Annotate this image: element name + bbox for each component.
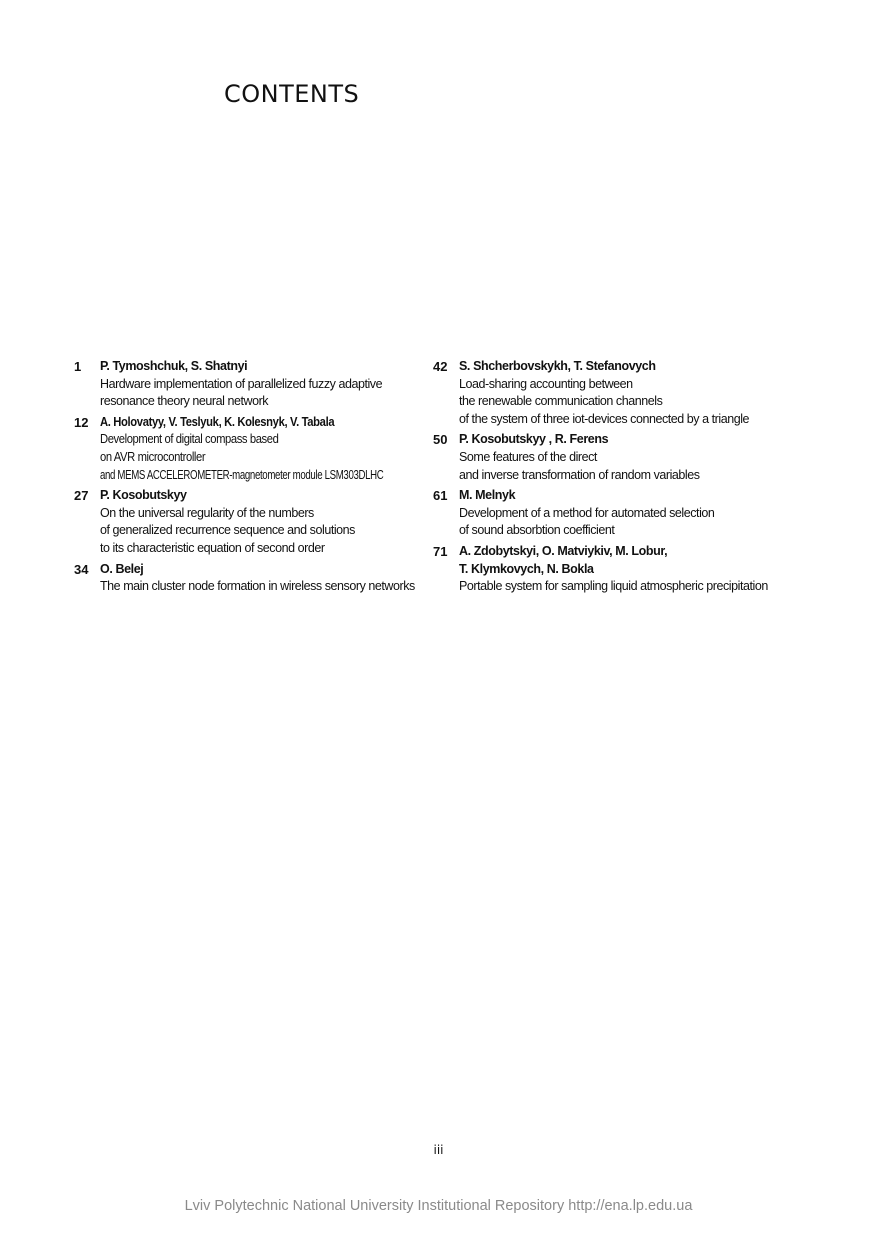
toc-title-line <box>100 467 430 485</box>
toc-page-number: 12 <box>74 414 89 430</box>
toc-entry-body <box>459 358 783 428</box>
toc-entry[interactable] <box>433 431 783 484</box>
toc-column-left <box>74 358 424 599</box>
toc-entry-body <box>459 487 783 540</box>
repository-footer: Lviv Polytechnic National University Institutional Repository http://ena.lp.edu.ua <box>184 1198 693 1214</box>
toc-authors: P. Kosobutskyy <box>100 488 187 503</box>
toc-entry[interactable] <box>74 414 424 484</box>
toc-title-line: Development of a method for automated selection <box>459 505 715 520</box>
toc-title-line: of the system of three iot-devices connected by a triangle <box>459 411 750 426</box>
toc-title-line: on AVR microcontroller <box>100 449 206 464</box>
page-number: iii <box>433 1143 444 1157</box>
page-title: CONTENTS <box>224 80 360 108</box>
toc-page-number: 27 <box>74 488 89 504</box>
toc-entry-body <box>459 431 783 484</box>
toc-title-line: to its characteristic equation of second order <box>100 540 325 555</box>
toc-title-line: the renewable communication channels <box>459 394 663 409</box>
toc-entry[interactable] <box>74 561 424 596</box>
toc-entry-body <box>100 487 424 557</box>
toc-entry-body <box>459 543 783 596</box>
toc-entry[interactable] <box>74 487 424 557</box>
toc-entry-body <box>100 561 424 596</box>
toc-title-line: Load-sharing accounting between <box>459 376 633 391</box>
toc-page-number: 61 <box>433 488 448 504</box>
toc-title-line: The main cluster node formation in wireless sensory networks <box>100 579 415 594</box>
toc-title-line: of sound absorbtion coefficient <box>459 523 615 538</box>
toc-entry[interactable] <box>433 358 783 428</box>
toc-title-line: Development of digital compass based <box>100 432 279 447</box>
toc-title-line: Hardware implementation of parallelized fuzzy adaptive <box>100 376 383 391</box>
toc-page-number: 50 <box>433 432 448 448</box>
toc-title-line: Some features of the direct <box>459 449 597 464</box>
toc-entry[interactable] <box>74 358 424 411</box>
toc-authors: A. Holovatyy, V. Teslyuk, K. Kolesnyk, V. Tabala <box>100 414 335 429</box>
toc-entry[interactable] <box>433 543 783 596</box>
toc-authors: T. Klymkovych, N. Bokla <box>459 561 594 576</box>
toc-authors: P. Tymoshchuk, S. Shatnyi <box>100 359 248 373</box>
toc-authors: A. Zdobytskyi, O. Matviykiv, M. Lobur, <box>459 543 668 558</box>
toc-page-number: 71 <box>433 543 448 559</box>
toc-page-number: 42 <box>433 359 448 374</box>
toc-authors: P. Kosobutskyy , R. Ferens <box>459 432 609 447</box>
toc-entry[interactable] <box>433 487 783 540</box>
toc-authors: S. Shcherbovskykh, T. Stefanovych <box>459 359 656 373</box>
toc-title-line: of generalized recurrence sequence and solutions <box>100 523 355 538</box>
toc-title-line: On the universal regularity of the numbers <box>100 505 314 520</box>
toc-authors: M. Melnyk <box>459 488 516 503</box>
toc-page-number: 34 <box>74 561 89 577</box>
toc-entry-body <box>100 414 467 484</box>
toc-page-number: 1 <box>74 359 82 374</box>
toc-authors: O. Belej <box>100 561 144 576</box>
toc-title-line: and inverse transformation of random variables <box>459 467 700 482</box>
toc-title-line: resonance theory neural network <box>100 394 269 409</box>
toc-title-text: and MEMS ACCELEROMETER-magnetometer module LSM303DLHC <box>100 467 384 482</box>
toc-column-right <box>433 358 783 599</box>
toc-entry-body <box>100 358 424 411</box>
toc-title-line: Portable system for sampling liquid atmospheric precipitation <box>459 579 768 594</box>
